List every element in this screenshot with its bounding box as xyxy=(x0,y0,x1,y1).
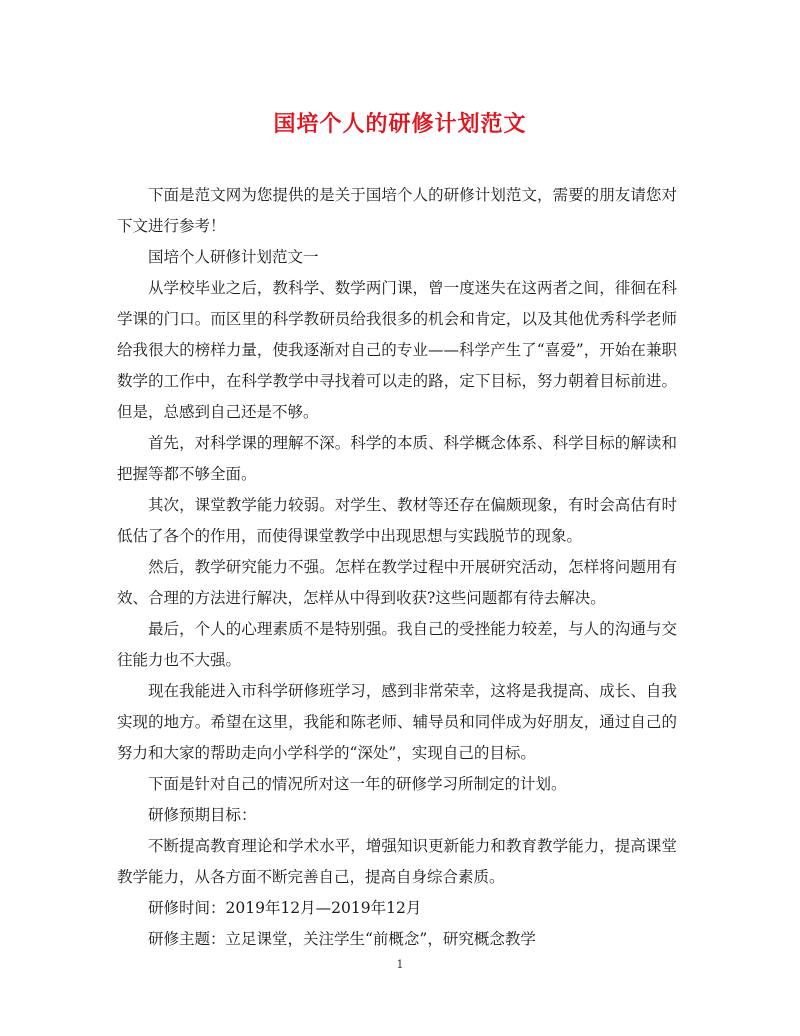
document-title: 国培个人的研修计划范文 xyxy=(273,111,527,137)
paragraph-section-heading: 国培个人研修计划范文一 xyxy=(148,248,319,266)
paragraph-goal-heading: 研修预期目标： xyxy=(148,806,257,824)
paragraph-plan-intro: 下面是针对自己的情况所对这一年的研修学习所制定的计划。 xyxy=(148,775,567,793)
page-number: 1 xyxy=(396,958,404,971)
document-body xyxy=(117,180,677,955)
paragraph-second: 其次，课堂教学能力较弱。对学生、教材等还存在偏颇现象，有时会高估有时低估了各个的作用，而使得课堂教学中出现思想与实践脱节的现象。 xyxy=(117,496,677,545)
paragraph-time: 研修时间：2019年12月—2019年12月 xyxy=(148,899,422,917)
paragraph-theme: 研修主题：立足课堂，关注学生“前概念”，研究概念教学 xyxy=(148,930,536,948)
paragraph-goal: 不断提高教育理论和学术水平，增强知识更新能力和教育教学能力，提高课堂教学能力，从各方面不断完善自己，提高自身综合素质。 xyxy=(117,837,677,886)
paragraph-hope: 现在我能进入市科学研修班学习，感到非常荣幸，这将是我提高、成长、自我实现的地方。希望在这里，我能和陈老师、辅导员和同伴成为好朋友，通过自己的努力和大家的帮助走向小学科学的“深处”，实现自己的目标。 xyxy=(117,682,677,762)
paragraph-intro: 下面是范文网为您提供的是关于国培个人的研修计划范文，需要的朋友请您对下文进行参考！ xyxy=(117,186,677,235)
paragraph-background: 从学校毕业之后，教科学、数学两门课，曾一度迷失在这两者之间，徘徊在科学课的门口。而区里的科学教研员给我很多的机会和肯定，以及其他优秀科学老师给我很大的榜样力量，使我逐渐对自己的专业——科学产生了“喜爱”，开始在兼职数学的工作中，在科学教学中寻找着可以走的路，定下目标，努力朝着目标前进。但是，总感到自己还是不够。 xyxy=(117,279,677,421)
paragraph-first: 首先，对科学课的理解不深。科学的本质、科学概念体系、科学目标的解读和把握等都不够全面。 xyxy=(117,434,677,483)
paragraph-last: 最后，个人的心理素质不是特别强。我自己的受挫能力较差，与人的沟通与交往能力也不大强。 xyxy=(117,620,677,669)
paragraph-third: 然后，教学研究能力不强。怎样在教学过程中开展研究活动，怎样将问题用有效、合理的方法进行解决，怎样从中得到收获?这些问题都有待去解决。 xyxy=(117,558,677,607)
